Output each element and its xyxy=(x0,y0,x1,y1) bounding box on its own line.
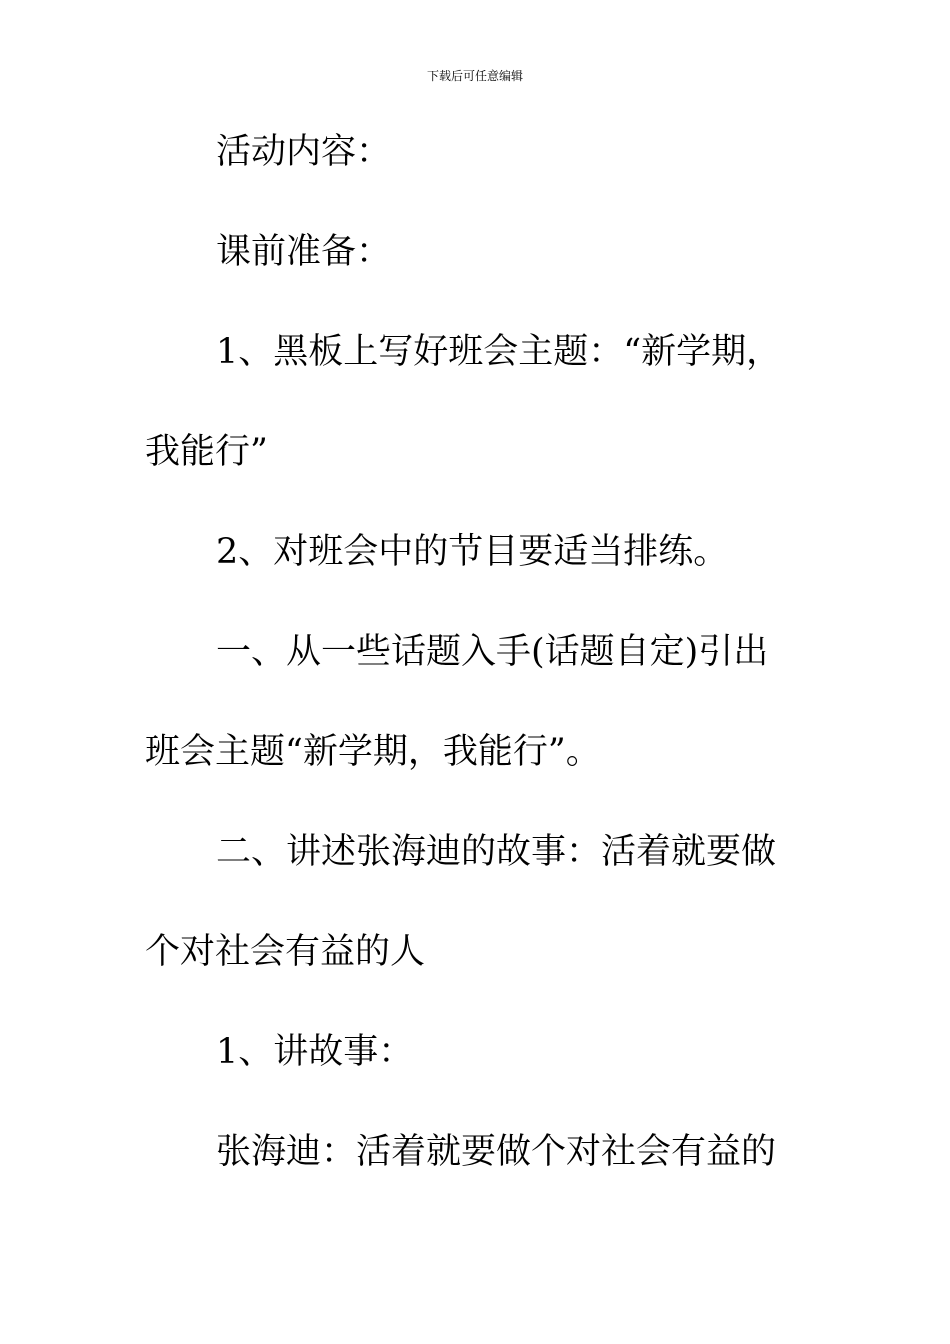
paragraph-line: 我能行” xyxy=(145,432,268,472)
paragraph-line: 一、从一些话题入手(话题自定)引出 xyxy=(216,632,769,672)
paragraph-line: 班会主题“新学期，我能行”。 xyxy=(145,732,601,772)
paragraph-line: 张海迪：活着就要做个对社会有益的 xyxy=(216,1132,777,1172)
heading-preparation: 课前准备： xyxy=(216,232,392,272)
paragraph-line: 1、黑板上写好班会主题：“新学期， xyxy=(216,332,782,372)
heading-activity-content: 活动内容： xyxy=(216,132,392,172)
paragraph-line: 1、讲故事： xyxy=(216,1032,414,1072)
paragraph-line: 2、对班会中的节目要适当排练。 xyxy=(216,532,729,572)
paragraph-line: 个对社会有益的人 xyxy=(145,932,426,972)
page-header-note: 下载后可任意编辑 xyxy=(426,69,523,83)
paragraph-line: 二、讲述张海迪的故事：活着就要做 xyxy=(216,832,777,872)
